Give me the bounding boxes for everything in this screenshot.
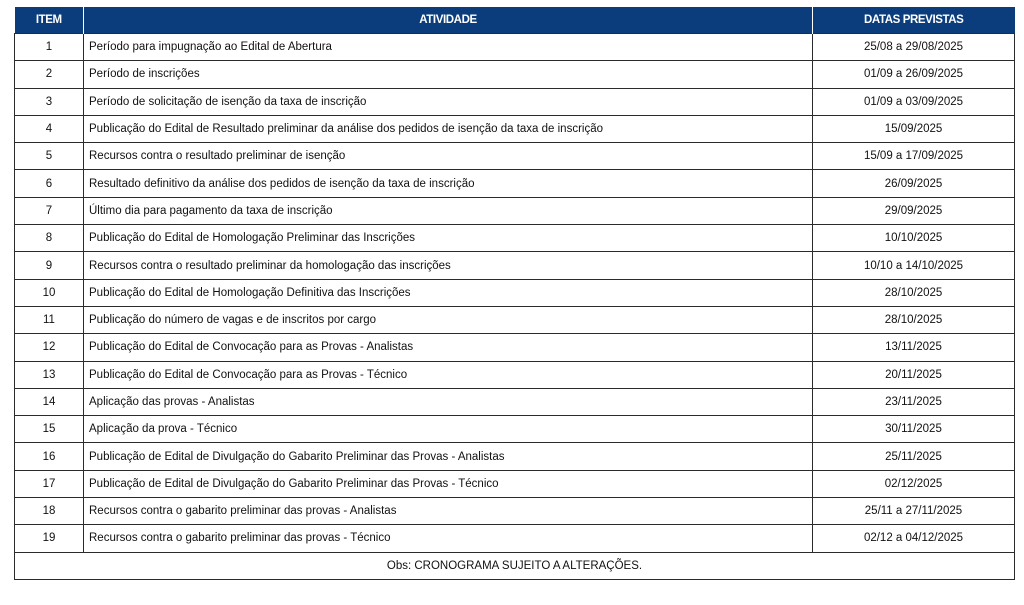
row-date: 15/09/2025 <box>813 115 1015 142</box>
table-row <box>15 61 1015 88</box>
row-date: 15/09 a 17/09/2025 <box>813 143 1015 170</box>
row-activity: Período de inscrições <box>84 61 813 88</box>
row-item-number: 1 <box>15 34 84 61</box>
row-activity: Aplicação das provas - Analistas <box>84 388 813 415</box>
row-item-number: 17 <box>15 470 84 497</box>
table-row <box>15 306 1015 333</box>
row-date: 10/10 a 14/10/2025 <box>813 252 1015 279</box>
row-activity: Publicação do Edital de Convocação para as Provas - Analistas <box>84 334 813 361</box>
row-activity: Publicação do número de vagas e de inscritos por cargo <box>84 306 813 333</box>
row-date: 25/08 a 29/08/2025 <box>813 34 1015 61</box>
row-item-number: 5 <box>15 143 84 170</box>
row-date: 10/10/2025 <box>813 225 1015 252</box>
row-item-number: 11 <box>15 306 84 333</box>
row-item-number: 4 <box>15 115 84 142</box>
row-item-number: 6 <box>15 170 84 197</box>
schedule-table <box>14 7 1015 580</box>
row-activity: Recursos contra o gabarito preliminar das provas - Técnico <box>84 525 813 552</box>
table-header <box>15 7 1015 34</box>
table-row <box>15 170 1015 197</box>
row-item-number: 10 <box>15 279 84 306</box>
row-item-number: 14 <box>15 388 84 415</box>
row-date: 28/10/2025 <box>813 306 1015 333</box>
row-date: 25/11 a 27/11/2025 <box>813 498 1015 525</box>
row-date: 28/10/2025 <box>813 279 1015 306</box>
table-row <box>15 197 1015 224</box>
row-activity: Publicação do Edital de Resultado preliminar da análise dos pedidos de isenção da taxa de inscrição <box>84 115 813 142</box>
table-row <box>15 416 1015 443</box>
row-date: 25/11/2025 <box>813 443 1015 470</box>
row-activity: Resultado definitivo da análise dos pedidos de isenção da taxa de inscrição <box>84 170 813 197</box>
row-item-number: 19 <box>15 525 84 552</box>
table-row <box>15 279 1015 306</box>
header-item: ITEM <box>15 7 84 34</box>
row-date: 29/09/2025 <box>813 197 1015 224</box>
footer-row <box>15 552 1015 579</box>
row-activity: Recursos contra o resultado preliminar da homologação das inscrições <box>84 252 813 279</box>
row-date: 23/11/2025 <box>813 388 1015 415</box>
table-row <box>15 470 1015 497</box>
row-item-number: 18 <box>15 498 84 525</box>
row-item-number: 15 <box>15 416 84 443</box>
table-row <box>15 252 1015 279</box>
row-date: 02/12 a 04/12/2025 <box>813 525 1015 552</box>
row-activity: Recursos contra o gabarito preliminar das provas - Analistas <box>84 498 813 525</box>
row-item-number: 8 <box>15 225 84 252</box>
row-item-number: 2 <box>15 61 84 88</box>
row-activity: Período de solicitação de isenção da taxa de inscrição <box>84 88 813 115</box>
table-row <box>15 225 1015 252</box>
table-row <box>15 334 1015 361</box>
row-activity: Publicação do Edital de Convocação para as Provas - Técnico <box>84 361 813 388</box>
row-activity: Publicação de Edital de Divulgação do Gabarito Preliminar das Provas - Analistas <box>84 443 813 470</box>
row-activity: Publicação do Edital de Homologação Definitiva das Inscrições <box>84 279 813 306</box>
header-activity: ATIVIDADE <box>84 7 813 34</box>
table-row <box>15 34 1015 61</box>
row-date: 02/12/2025 <box>813 470 1015 497</box>
table-row <box>15 143 1015 170</box>
table-row <box>15 443 1015 470</box>
row-activity: Publicação do Edital de Homologação Preliminar das Inscrições <box>84 225 813 252</box>
row-date: 01/09 a 26/09/2025 <box>813 61 1015 88</box>
row-date: 26/09/2025 <box>813 170 1015 197</box>
row-item-number: 12 <box>15 334 84 361</box>
table-body <box>15 34 1015 553</box>
row-item-number: 9 <box>15 252 84 279</box>
row-activity: Publicação de Edital de Divulgação do Gabarito Preliminar das Provas - Técnico <box>84 470 813 497</box>
row-item-number: 13 <box>15 361 84 388</box>
table-row <box>15 525 1015 552</box>
table-row <box>15 88 1015 115</box>
row-date: 30/11/2025 <box>813 416 1015 443</box>
row-activity: Aplicação da prova - Técnico <box>84 416 813 443</box>
table-row <box>15 498 1015 525</box>
table-row <box>15 361 1015 388</box>
row-item-number: 7 <box>15 197 84 224</box>
header-dates: DATAS PREVISTAS <box>813 7 1015 34</box>
row-activity: Último dia para pagamento da taxa de inscrição <box>84 197 813 224</box>
table-row <box>15 388 1015 415</box>
row-item-number: 16 <box>15 443 84 470</box>
row-activity: Período para impugnação ao Edital de Abertura <box>84 34 813 61</box>
row-date: 01/09 a 03/09/2025 <box>813 88 1015 115</box>
row-date: 13/11/2025 <box>813 334 1015 361</box>
footer-note: Obs: CRONOGRAMA SUJEITO A ALTERAÇÕES. <box>15 552 1015 579</box>
row-date: 20/11/2025 <box>813 361 1015 388</box>
row-item-number: 3 <box>15 88 84 115</box>
table-row <box>15 115 1015 142</box>
row-activity: Recursos contra o resultado preliminar de isenção <box>84 143 813 170</box>
